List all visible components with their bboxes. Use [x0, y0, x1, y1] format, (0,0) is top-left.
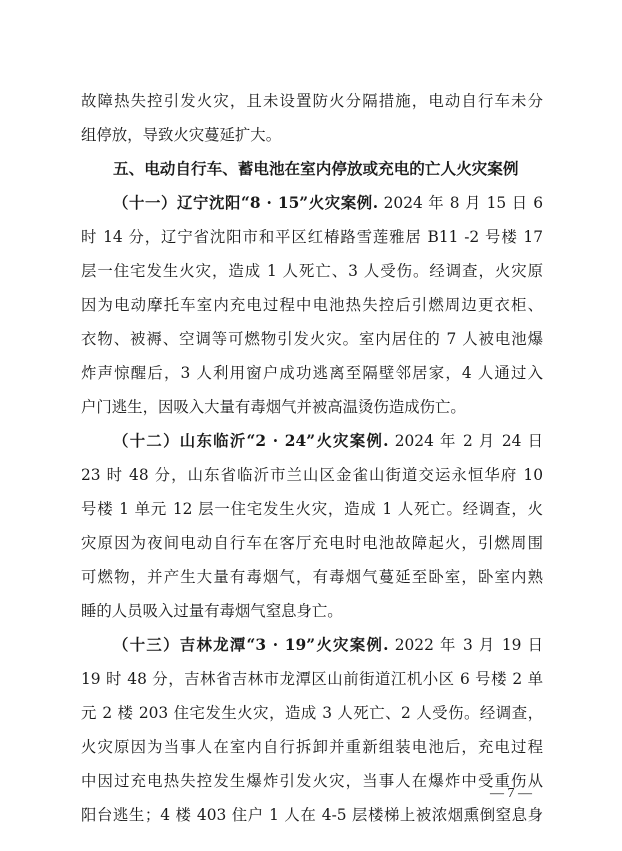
paragraph-line: 元 2 楼 203 住宅发生火灾，造成 3 人死亡、2 人受伤。经调查， [81, 704, 543, 722]
paragraph-line: 灾原因为夜间电动自行车在客厅充电时电池故障起火，引燃周围 [81, 534, 543, 552]
page-number: — 7 — [490, 786, 532, 801]
paragraph-line: 衣物、被褥、空调等可燃物引发火灾。室内居住的 7 人被电池爆 [81, 330, 543, 348]
paragraph-line: 19 时 48 分，吉林省吉林市龙潭区山前街道江机小区 6 号楼 2 单 [81, 670, 543, 688]
paragraph-line: 时 14 分，辽宁省沈阳市和平区红椿路雪莲雅居 B11 -2 号楼 17 [81, 228, 543, 246]
paragraph-line: 故障热失控引发火灾，且未设置防火分隔措施，电动自行车未分 [81, 92, 543, 110]
case-text: 2024 年 2 月 24 日 [388, 432, 543, 450]
paragraph-line: 睡的人员吸入过量有毒烟气窒息身亡。 [81, 602, 343, 620]
case-text: 2022 年 3 月 19 日 [388, 636, 543, 654]
paragraph-line: 火灾原因为当事人在室内自行拆卸并重新组装电池后，充电过程 [81, 738, 543, 756]
paragraph-line: 因为电动摩托车室内充电过程中电池热失控后引燃周边更衣柜、 [81, 296, 543, 314]
paragraph-line: 23 时 48 分，山东省临沂市兰山区金雀山街道交运永恒华府 10 [81, 466, 543, 484]
paragraph-line: 号楼 1 单元 12 层一住宅发生火灾，造成 1 人死亡。经调查，火 [81, 500, 543, 518]
case-line [113, 186, 543, 220]
paragraph-line: 层一住宅发生火灾，造成 1 人死亡、3 人受伤。经调查，火灾原 [81, 262, 543, 280]
paragraph-line: 炸声惊醒后，3 人利用窗户成功逃离至隔壁邻居家，4 人通过入 [81, 364, 543, 382]
paragraph-line: 可燃物，并产生大量有毒烟气，有毒烟气蔓延至卧室，卧室内熟 [81, 568, 543, 586]
paragraph-line: 户门逃生，因吸入大量有毒烟气并被高温烫伤造成伤亡。 [81, 398, 466, 416]
case-title: （十一）辽宁沈阳“8 · 15”火灾案例. [113, 194, 379, 212]
paragraph-line: 阳台逃生；4 楼 403 住户 1 人在 4-5 层楼梯上被浓烟熏倒窒息身 [81, 806, 543, 824]
case-line [113, 628, 543, 662]
paragraph-line: 组停放，导致火灾蔓延扩大。 [81, 126, 282, 144]
paragraph-line: 中因过充电热失控发生爆炸引发火灾，当事人在爆炸中受重伤从 [81, 772, 543, 790]
case-text: 2024 年 8 月 15 日 6 [378, 194, 543, 212]
case-title: （十二）山东临沂“2 · 24”火灾案例. [113, 432, 389, 450]
section-heading: 五、电动自行车、蓄电池在室内停放或充电的亡人火灾案例 [113, 160, 519, 178]
case-title: （十三）吉林龙潭“3 · 19”火灾案例. [113, 636, 389, 654]
case-line [113, 424, 543, 458]
